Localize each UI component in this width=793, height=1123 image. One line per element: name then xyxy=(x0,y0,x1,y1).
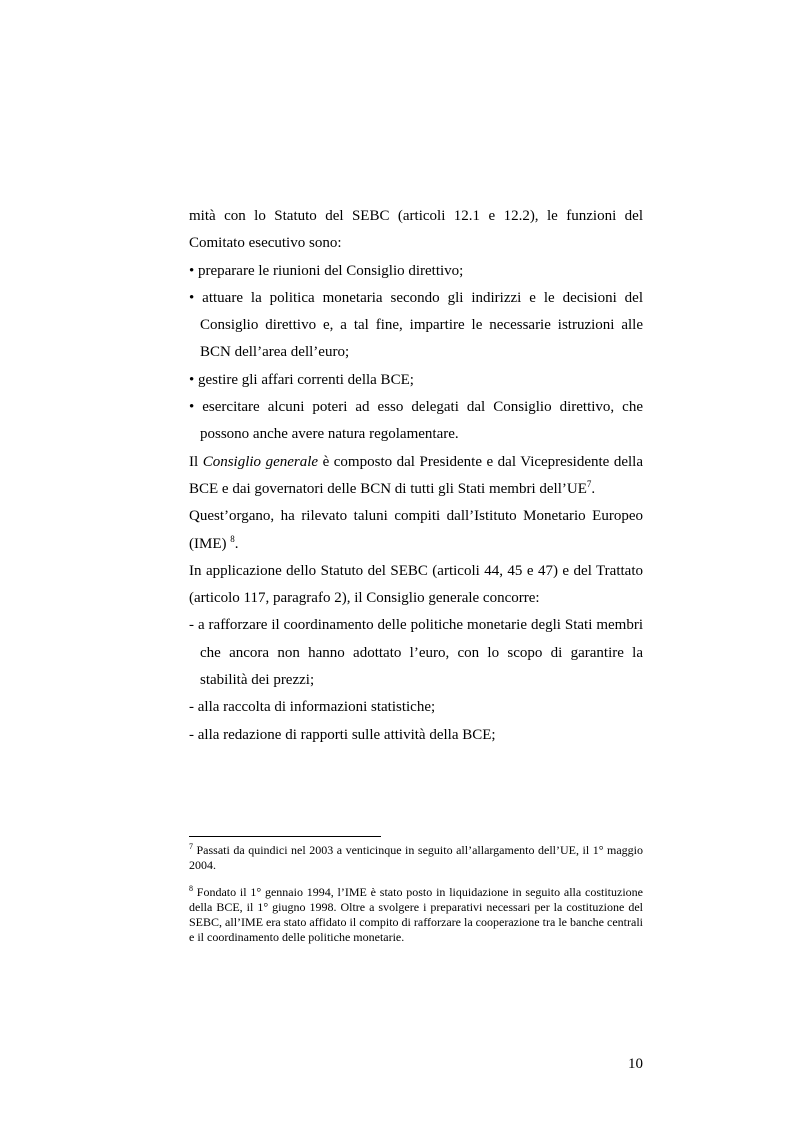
dash-item: - alla raccolta di informazioni statistiche; xyxy=(189,699,436,716)
footnote-mark: 8 xyxy=(189,884,193,893)
footnote-ref-8[interactable]: 8 xyxy=(230,533,235,544)
dash-item: - alla redazione di rapporti sulle attività della BCE; xyxy=(189,726,496,743)
text-span: Quest’organo, ha rilevato taluni compiti dall’Istituto Monetario Europeo (IME) xyxy=(189,508,643,552)
bullet-item: • preparare le riunioni del Consiglio direttivo; xyxy=(189,262,464,279)
paragraph-ime xyxy=(189,503,643,558)
emphasis-consiglio-generale: Consiglio generale xyxy=(202,453,319,470)
dash-item: - a rafforzare il coordinamento delle politiche monetarie degli Stati membri che ancora non hanno adottato l’euro, con lo scopo di garantire la stabilità dei prezzi; xyxy=(189,617,643,689)
footnote-text: Fondato il 1° gennaio 1994, l’IME è stato posto in liquidazione in seguito alla costituzione della BCE, il 1° giugno 1998. Oltre a svolgere i preparativi necessari per la costituzione del SEBC, all’IME era stato affidato il compito di rafforzare la cooperazione tra le banche centrali e il coordinamento delle politiche monetarie. xyxy=(189,885,643,944)
footnote-ref-7[interactable]: 7 xyxy=(586,478,592,489)
footnotes xyxy=(189,843,643,957)
paragraph-comitato-intro: mità con lo Statuto del SEBC (articoli 12.1 e 12.2), le funzioni del Comitato esecutivo sono: xyxy=(189,208,643,252)
footnote-8 xyxy=(189,885,643,945)
footnote-mark: 7 xyxy=(189,842,193,851)
text-span: . xyxy=(591,480,596,497)
bullet-item: • gestire gli affari correnti della BCE; xyxy=(189,371,414,388)
paragraph-statuto: In applicazione dello Statuto del SEBC (articoli 44, 45 e 47) e del Trattato (articolo 117, paragrafo 2), il Consiglio generale concorre: xyxy=(189,562,643,607)
text-span: è composto dal Presidente e dal Vicepresidente della BCE e dai governatori delle BCN di tutti gli Stati membri dell’UE xyxy=(189,453,644,497)
body-text xyxy=(189,203,643,749)
footnote-text: Passati da quindici nel 2003 a venticinque in seguito all’allargamento dell’UE, il 1° maggio 2004. xyxy=(189,843,643,872)
bullet-item: • attuare la politica monetaria secondo gli indirizzi e le decisioni del Consiglio direttivo e, a tal fine, impartire le necessarie istruzioni alle BCN dell’area dell’euro; xyxy=(189,289,643,361)
footnote-7 xyxy=(189,843,643,873)
text-span: . xyxy=(234,535,239,552)
paragraph-consiglio-generale xyxy=(189,449,643,504)
text-span: Il xyxy=(189,453,203,470)
footnote-divider xyxy=(189,836,381,837)
bullet-item: • esercitare alcuni poteri ad esso delegati dal Consiglio direttivo, che possono anche avere natura regolamentare. xyxy=(189,399,643,443)
page-number: 10 xyxy=(628,1056,643,1072)
